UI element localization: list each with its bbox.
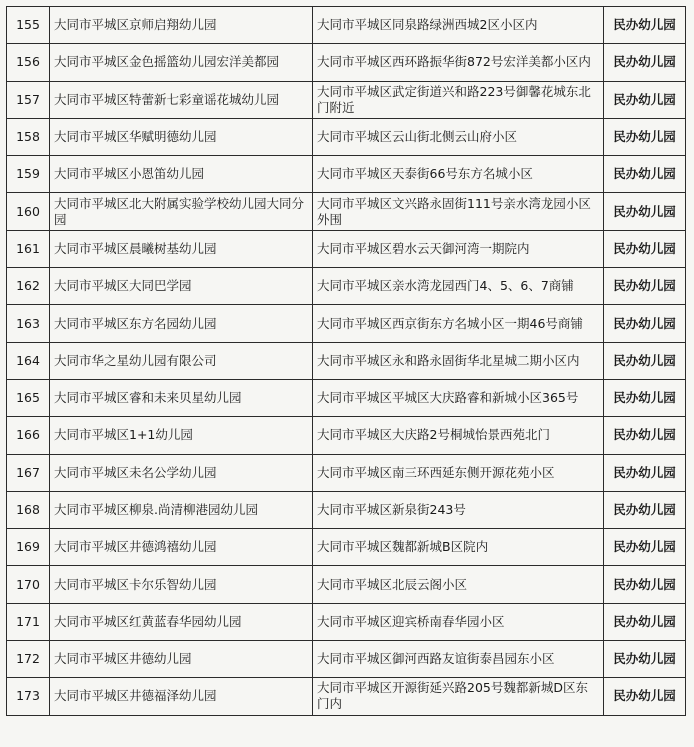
table-row: [7, 454, 686, 491]
kindergarten-name-cell: 大同市平城区井德鸿禧幼儿园: [50, 529, 313, 566]
row-number-cell: 170: [7, 566, 50, 603]
row-number-cell: 161: [7, 230, 50, 267]
kindergarten-name-cell: 大同市平城区1+1幼儿园: [50, 417, 313, 454]
row-number-cell: 171: [7, 603, 50, 640]
kindergarten-name-cell: 大同市平城区东方名园幼儿园: [50, 305, 313, 342]
address-cell: 大同市平城区北辰云阁小区: [313, 566, 604, 603]
kindergarten-name-cell: 大同市平城区井德福泽幼儿园: [50, 678, 313, 715]
table-row: [7, 529, 686, 566]
school-type-cell: 民办幼儿园: [604, 678, 686, 715]
kindergarten-name-cell: 大同市平城区晨曦树基幼儿园: [50, 230, 313, 267]
school-type-cell: 民办幼儿园: [604, 193, 686, 230]
table-row: [7, 193, 686, 230]
kindergarten-name-cell: 大同市平城区红黄蓝春华园幼儿园: [50, 603, 313, 640]
row-number-cell: 167: [7, 454, 50, 491]
table-row: [7, 44, 686, 81]
school-type-cell: 民办幼儿园: [604, 118, 686, 155]
row-number-cell: 156: [7, 44, 50, 81]
row-number-cell: 158: [7, 118, 50, 155]
school-type-cell: 民办幼儿园: [604, 566, 686, 603]
row-number-cell: 165: [7, 379, 50, 416]
table-row: [7, 491, 686, 528]
school-type-cell: 民办幼儿园: [604, 268, 686, 305]
table-row: [7, 603, 686, 640]
address-cell: 大同市平城区武定街道兴和路223号御馨花城东北门附近: [313, 81, 604, 118]
kindergarten-name-cell: 大同市平城区柳泉.尚清柳港园幼儿园: [50, 491, 313, 528]
address-cell: 大同市平城区御河西路友谊街泰昌园东小区: [313, 641, 604, 678]
row-number-cell: 168: [7, 491, 50, 528]
address-cell: 大同市平城区同泉路绿洲西城2区小区内: [313, 7, 604, 44]
kindergarten-name-cell: 大同市平城区卡尔乐智幼儿园: [50, 566, 313, 603]
kindergarten-name-cell: 大同市平城区大同巴学园: [50, 268, 313, 305]
kindergarten-name-cell: 大同市平城区特蕾新七彩童谣花城幼儿园: [50, 81, 313, 118]
school-type-cell: 民办幼儿园: [604, 379, 686, 416]
kindergarten-name-cell: 大同市平城区京师启翔幼儿园: [50, 7, 313, 44]
row-number-cell: 160: [7, 193, 50, 230]
kindergarten-name-cell: 大同市平城区未名公学幼儿园: [50, 454, 313, 491]
table-body: [7, 7, 686, 716]
address-cell: 大同市平城区文兴路永固街111号亲水湾龙园小区外围: [313, 193, 604, 230]
school-type-cell: 民办幼儿园: [604, 641, 686, 678]
kindergarten-name-cell: 大同市平城区北大附属实验学校幼儿园大同分园: [50, 193, 313, 230]
school-type-cell: 民办幼儿园: [604, 491, 686, 528]
address-cell: 大同市平城区开源街延兴路205号魏都新城D区东门内: [313, 678, 604, 715]
school-type-cell: 民办幼儿园: [604, 230, 686, 267]
table-row: [7, 678, 686, 715]
address-cell: 大同市平城区平城区大庆路睿和新城小区365号: [313, 379, 604, 416]
school-type-cell: 民办幼儿园: [604, 342, 686, 379]
table-row: [7, 305, 686, 342]
address-cell: 大同市平城区云山街北侧云山府小区: [313, 118, 604, 155]
kindergarten-table: [6, 6, 686, 716]
row-number-cell: 166: [7, 417, 50, 454]
row-number-cell: 172: [7, 641, 50, 678]
address-cell: 大同市平城区亲水湾龙园西门4、5、6、7商铺: [313, 268, 604, 305]
table-row: [7, 417, 686, 454]
row-number-cell: 162: [7, 268, 50, 305]
table-row: [7, 156, 686, 193]
kindergarten-name-cell: 大同市平城区井德幼儿园: [50, 641, 313, 678]
row-number-cell: 163: [7, 305, 50, 342]
address-cell: 大同市平城区西京街东方名城小区一期46号商铺: [313, 305, 604, 342]
address-cell: 大同市平城区碧水云天御河湾一期院内: [313, 230, 604, 267]
table-row: [7, 342, 686, 379]
school-type-cell: 民办幼儿园: [604, 7, 686, 44]
row-number-cell: 169: [7, 529, 50, 566]
school-type-cell: 民办幼儿园: [604, 603, 686, 640]
school-type-cell: 民办幼儿园: [604, 44, 686, 81]
address-cell: 大同市平城区新泉街243号: [313, 491, 604, 528]
address-cell: 大同市平城区迎宾桥南春华园小区: [313, 603, 604, 640]
address-cell: 大同市平城区天泰街66号东方名城小区: [313, 156, 604, 193]
table-row: [7, 268, 686, 305]
school-type-cell: 民办幼儿园: [604, 81, 686, 118]
address-cell: 大同市平城区永和路永固街华北星城二期小区内: [313, 342, 604, 379]
school-type-cell: 民办幼儿园: [604, 454, 686, 491]
table-row: [7, 641, 686, 678]
kindergarten-name-cell: 大同市平城区华赋明德幼儿园: [50, 118, 313, 155]
row-number-cell: 159: [7, 156, 50, 193]
table-row: [7, 566, 686, 603]
address-cell: 大同市平城区西环路振华街872号宏洋美都小区内: [313, 44, 604, 81]
row-number-cell: 173: [7, 678, 50, 715]
kindergarten-name-cell: 大同市华之星幼儿园有限公司: [50, 342, 313, 379]
school-type-cell: 民办幼儿园: [604, 529, 686, 566]
table-row: [7, 379, 686, 416]
row-number-cell: 164: [7, 342, 50, 379]
row-number-cell: 155: [7, 7, 50, 44]
row-number-cell: 157: [7, 81, 50, 118]
kindergarten-name-cell: 大同市平城区金色摇篮幼儿园宏洋美都园: [50, 44, 313, 81]
address-cell: 大同市平城区魏都新城B区院内: [313, 529, 604, 566]
address-cell: 大同市平城区南三环西延东侧开源花苑小区: [313, 454, 604, 491]
table-row: [7, 118, 686, 155]
table-row: [7, 81, 686, 118]
address-cell: 大同市平城区大庆路2号桐城怡景西苑北门: [313, 417, 604, 454]
school-type-cell: 民办幼儿园: [604, 305, 686, 342]
kindergarten-name-cell: 大同市平城区睿和未来贝星幼儿园: [50, 379, 313, 416]
school-type-cell: 民办幼儿园: [604, 156, 686, 193]
school-type-cell: 民办幼儿园: [604, 417, 686, 454]
table-row: [7, 230, 686, 267]
table-row: [7, 7, 686, 44]
kindergarten-name-cell: 大同市平城区小恩笛幼儿园: [50, 156, 313, 193]
